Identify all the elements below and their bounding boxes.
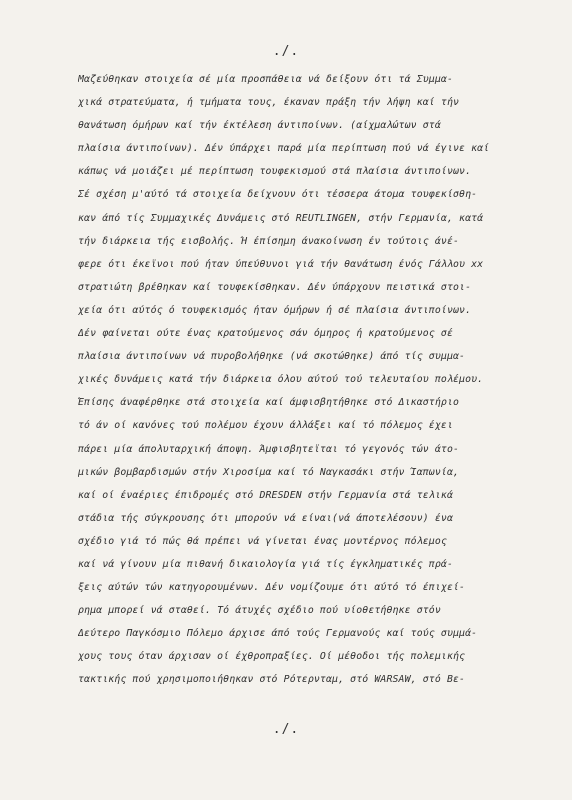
text-line-14: χικές δυνάμεις κατά τήν διάρκεια όλου αύτού τού τελευταίου πολέμου.: [78, 374, 484, 386]
text-line-8: τήν διάρκεια τής εισβολής. Ή έπίσημη άνακοίνωση έν τούτοις άνέ-: [78, 235, 460, 247]
text-line-24: ρημα μπορεί νά σταθεί. Τό άτυχές σχέδιο πού υίοθετήθηκε στόν: [78, 605, 441, 617]
text-line-20: στάδια τής σύγκρουσης ότι μπορούν νά είναι(νά άποτελέσουν) ένα: [78, 512, 453, 524]
body-text: [78, 68, 552, 692]
bottom-page-mark: ./.: [272, 722, 300, 737]
text-line-9: φερε ότι έκεϊνοι πού ήταν ύπεύθυνοι γιά τήν θανάτωση ένός Γάλλου xx: [78, 258, 484, 270]
text-line-18: μικών βομβαρδισμών στήν Χιροσίμα καί τό Ναγκασάκι στήν Ίαπωνία,: [78, 466, 460, 478]
text-line-26: χους τους όταν άρχισαν οί έχθροπραξίες. Οί μέθοδοι τής πολεμικής: [78, 651, 466, 663]
text-line-15: Έπίσης άναφέρθηκε στά στοιχεία καί άμφισβητήθηκε στό Δικαστήριο: [78, 397, 460, 409]
text-line-3: θανάτωση όμήρων καί τήν έκτέλεση άντιποίνων. (αίχμαλώτων στά: [78, 120, 441, 132]
text-line-21: σχέδιο γιά τό πώς θά πρέπει νά γίνεται ένας μοντέρνος πόλεμος: [78, 535, 447, 547]
text-line-16: τό άν οί κανόνες τού πολέμου έχουν άλλάξει καί τό πόλεμος έχει: [78, 420, 453, 432]
text-line-25: Δεύτερο Παγκόσμιο Πόλεμο άρχισε άπό τούς Γερμανούς καί τούς συμμά-: [78, 628, 478, 640]
text-line-27: τακτικής πού χρησιμοποιήθηκαν στό Ρότερνταμ, στό WARSAW, στό Βε-: [78, 674, 466, 686]
text-line-19: καί οί έναέριες έπιδρομές στό DRESDEN στήν Γερμανία στά τελικά: [78, 489, 453, 501]
text-line-1: Μαζεύθηκαν στοιχεία σέ μία προσπάθεια νά δείξουν ότι τά Συμμα-: [78, 74, 453, 85]
top-page-mark: ./.: [272, 44, 300, 59]
text-line-23: ξεις αύτών τών κατηγορουμένων. Δέν νομίζουμε ότι αύτό τό έπιχεί-: [78, 582, 466, 594]
text-line-10: στρατιώτη βρέθηκαν καί τουφεκίσθηκαν. Δέν ύπάρχουν πειστικά στοι-: [78, 281, 472, 293]
text-line-11: χεία ότι αύτός ό τουφεκισμός ήταν όμήρων ή σέ πλαίσια άντιποίνων.: [78, 304, 472, 316]
text-line-13: πλαίσια άντιποίνων νά πυροβολήθηκε (νά σκοτώθηκε) άπό τίς συμμα-: [78, 351, 466, 363]
text-line-22: καί νά γίνουν μία πιθανή δικαιολογία γιά τίς έγκληματικές πρά-: [78, 558, 453, 570]
text-line-4: πλαίσια άντιποίνων). Δέν ύπάρχει παρά μία περίπτωση πού νά έγινε καί: [78, 143, 490, 155]
text-line-6: Σέ σχέση μ'αύτό τά στοιχεία δείχνουν ότι τέσσερα άτομα τουφεκίσθη-: [78, 189, 478, 201]
text-line-2: χικά στρατεύματα, ή τμήματα τους, έκαναν πράξη τήν λήψη καί τήν: [78, 97, 460, 109]
text-line-17: πάρει μία άπολυταρχική άποψη. Άμφισβητεϊται τό γεγονός τών άτο-: [78, 443, 460, 455]
text-line-12: Δέν φαίνεται ούτε ένας κρατούμενος σάν όμηρος ή κρατούμενος σέ: [78, 328, 453, 340]
text-line-5: κάπως νά μοιάζει μέ περίπτωση τουφεκισμού στά πλαίσια άντιποίνων.: [78, 166, 472, 178]
text-line-7: καν άπό τίς Συμμαχικές Δυνάμεις στό REUTLINGEN, στήν Γερμανία, κατά: [78, 212, 484, 224]
